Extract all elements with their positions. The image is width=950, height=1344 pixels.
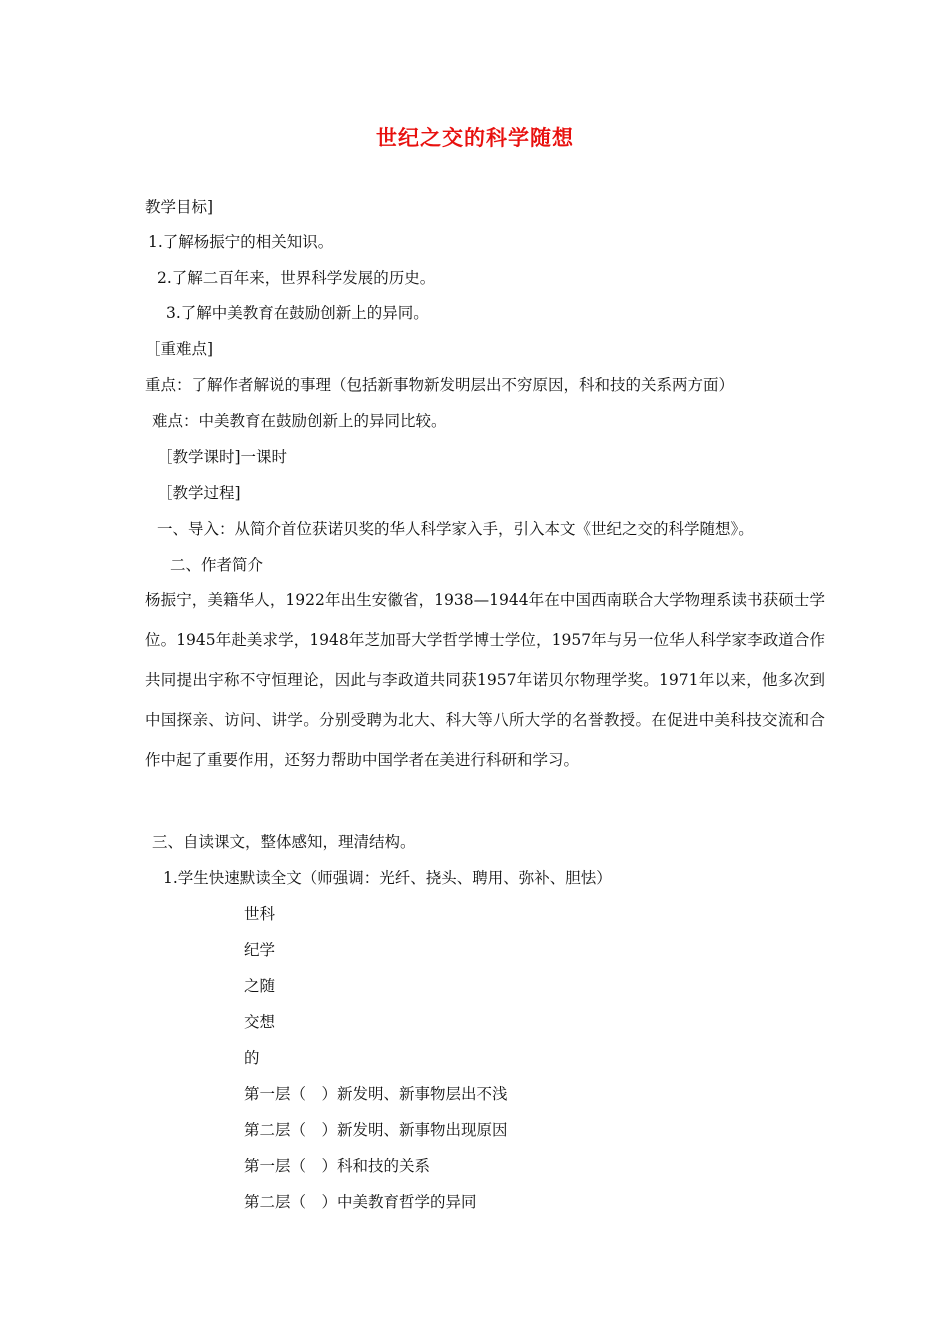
structure-row: 第一层（ ）新发明、新事物层出不浅: [244, 1085, 508, 1103]
vertical-title-row: 的: [244, 1049, 260, 1067]
document-title: 世纪之交的科学随想: [376, 125, 574, 150]
class-hours: ［教学课时]一课时: [157, 448, 288, 466]
structure-row: 第一层（ ）科和技的关系: [244, 1157, 431, 1175]
goal-item-3: 3.了解中美教育在鼓励创新上的异同。: [166, 304, 429, 322]
step-2-author: 二、作者简介: [170, 556, 264, 574]
vertical-title-row: 交想: [244, 1013, 276, 1031]
vertical-title-row: 纪学: [244, 941, 276, 959]
goal-item-2: 2.了解二百年来，世界科学发展的历史。: [157, 269, 436, 287]
author-bio-paragraph: 杨振宁，美籍华人，1922年出生安徽省，1938—1944年在中国西南联合大学物理系读书获硕士学位。1945年赴美求学，1948年芝加哥大学哲学博士学位，1957年与另一位华人科学家李政道合作共同提出宇称不守恒理论，因此与李政道共同获1957年诺贝尔物理学奖。1971年以来，他多次到中国探亲、访问、讲学。分别受聘为北大、科大等八所大学的名誉教授。在促进中美科技交流和合作中起了重要作用，还努力帮助中国学者在美进行科研和学习。: [145, 591, 825, 769]
step-1-intro: 一、导入：从简介首位获诺贝奖的华人科学家入手，引入本文《世纪之交的科学随想》。: [157, 520, 754, 538]
structure-row: 第二层（ ）中美教育哲学的异同: [244, 1193, 477, 1211]
difficult-point: 难点：中美教育在鼓励创新上的异同比较。: [152, 412, 447, 430]
difficulty-heading: ［重难点]: [145, 340, 214, 358]
vertical-title-row: 世科: [244, 905, 276, 923]
goals-heading: 教学目标]: [145, 198, 214, 216]
step-3-item-1: 1.学生快速默读全文（师强调：光纤、挠头、聘用、弥补、胆怯）: [163, 869, 612, 887]
step-3-reading: 三、自读课文，整体感知，理清结构。: [152, 833, 416, 851]
key-point: 重点：了解作者解说的事理（包括新事物新发明层出不穷原因，科和技的关系两方面）: [145, 376, 735, 394]
vertical-title-row: 之随: [244, 977, 276, 995]
goal-item-1: 1.了解杨振宁的相关知识。: [148, 233, 334, 251]
process-heading: ［教学过程]: [157, 484, 241, 502]
structure-row: 第二层（ ）新发明、新事物出现原因: [244, 1121, 508, 1139]
